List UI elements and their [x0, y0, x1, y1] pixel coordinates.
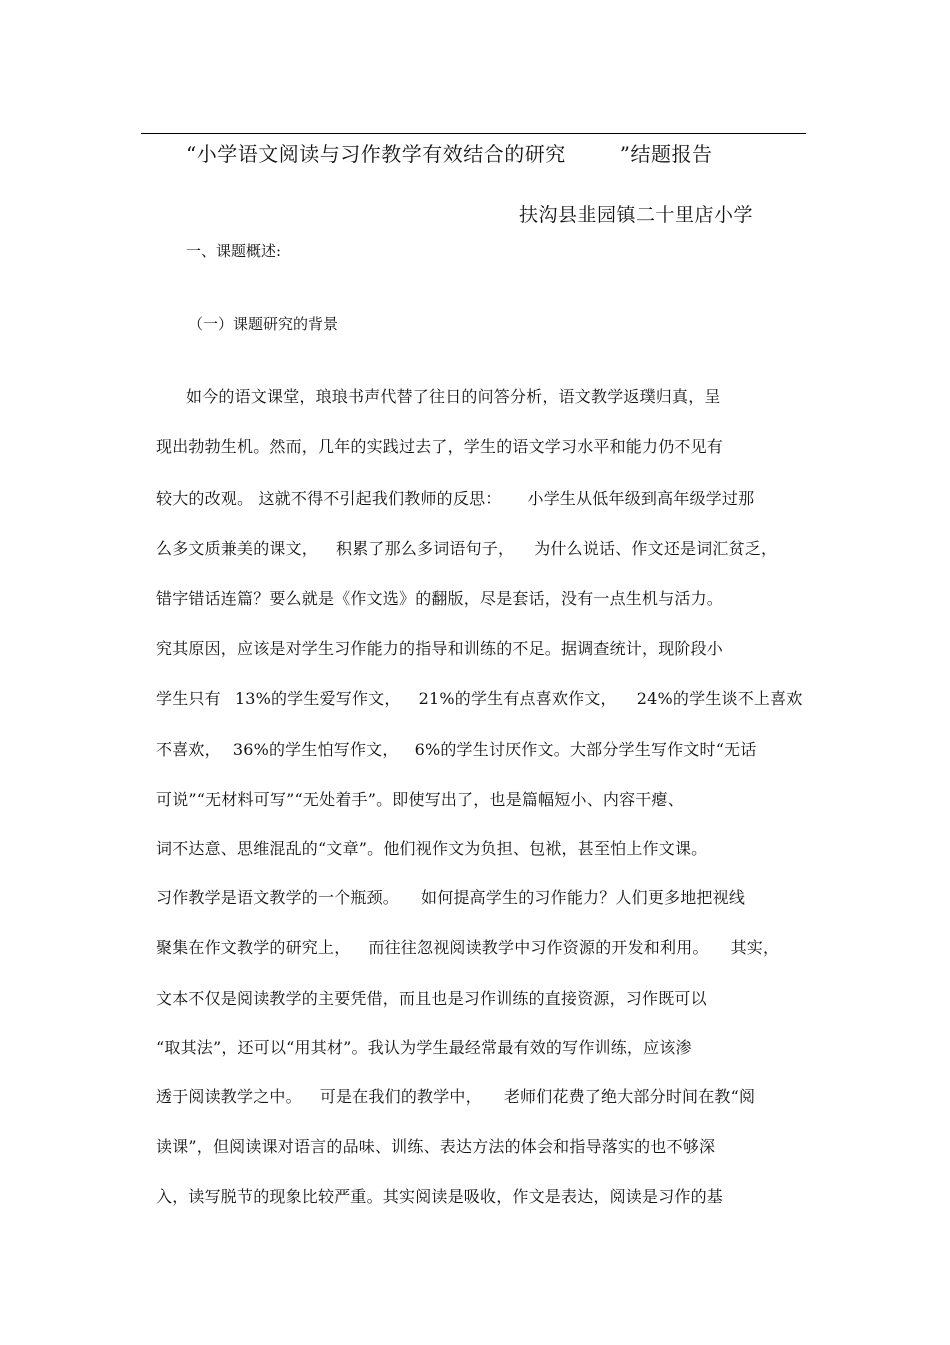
line-segment: 小学生从低年级到高年级学过那	[527, 489, 755, 508]
line-segment: 透于阅读教学之中。	[156, 1087, 302, 1106]
paragraph-line: 如今的语文课堂，琅琅书声代替了往日的问答分析，语文教学返璞归真，呈	[186, 387, 721, 406]
line-segment: 积累了那么多词语句子，	[336, 539, 515, 558]
header-rule	[141, 133, 806, 134]
line-segment: 学生只有	[156, 689, 221, 708]
line-segment: 么多文质兼美的课文，	[156, 539, 319, 558]
line-segment: 36%的学生怕写作文，	[232, 740, 399, 759]
paragraph-line: 读课”，但阅读课对语言的品味、训练、表达方法的体会和指导落实的也不够深	[156, 1137, 716, 1156]
paragraph-line	[156, 1084, 755, 1107]
title-close: ”结题报告	[619, 142, 713, 166]
paragraph-line: 错字错话连篇？要么就是《作文选》的翻版，尽是套话，没有一点生机与活力。	[156, 589, 724, 608]
paragraph-line: 入，读写脱节的现象比较严重。其实阅读是吸收，作文是表达，阅读是习作的基	[156, 1187, 724, 1206]
title-main: “小学语文阅读与习作教学有效结合的研究	[186, 142, 566, 166]
line-segment: 习作教学是语文教学的一个瓶颈。	[156, 888, 400, 907]
paragraph-line: 现出勃勃生机。然而，几年的实践过去了，学生的语文学习水平和能力仍不见有	[156, 437, 724, 456]
paragraph-line	[156, 686, 803, 709]
report-title	[186, 138, 712, 167]
section-heading-overview: 一、课题概述:	[186, 242, 282, 260]
line-segment: 不喜欢，	[156, 740, 221, 759]
line-segment: 聚集在作文教学的研究上，	[156, 938, 351, 957]
line-segment: 13%的学生爱写作文，	[234, 689, 401, 708]
paragraph-line	[156, 935, 779, 958]
paragraph-line: 可说”“无材料可写”“无处着手”。即使写出了，也是篇幅短小、内容干瘪、	[156, 790, 684, 809]
line-segment: 如何提高学生的习作能力？人们更多地把视线	[421, 888, 746, 907]
paragraph-line	[156, 885, 745, 908]
line-segment: 为什么说话、作文还是词汇贫乏，	[534, 539, 778, 558]
line-segment: 较大的改观。 这就不得不引起我们教师的反思：	[156, 489, 502, 508]
paragraph-line: 文本不仅是阅读教学的主要凭借，而且也是习作训练的直接资源，习作既可以	[156, 989, 707, 1008]
paragraph-line	[156, 486, 754, 509]
line-segment: 6%的学生讨厌作文。大部分学生写作文时“无话	[414, 740, 757, 759]
paragraph-line: 词不达意、思维混乱的“文章”。他们视作文为负担、包袱，甚至怕上作文课。	[156, 839, 708, 858]
subsection-heading-background: （一）课题研究的背景	[188, 315, 339, 333]
paragraph-line	[156, 536, 777, 559]
line-segment: 其实，	[730, 938, 780, 957]
line-segment: 24%的学生谈不上喜欢	[636, 689, 803, 708]
paragraph-line	[156, 737, 757, 760]
line-segment: 而往往忽视阅读教学中习作资源的开发和利用。	[368, 938, 709, 957]
line-segment: 可是在我们的教学中，	[319, 1087, 482, 1106]
paragraph-line: “取其法”，还可以“用其材”。我认为学生最经常最有效的写作训练，应该渗	[156, 1038, 692, 1057]
line-segment: 老师们花费了绝大部分时间在教“阅	[503, 1087, 756, 1106]
school-name: 扶沟县韭园镇二十里店小学	[519, 204, 754, 226]
paragraph-line: 究其原因，应该是对学生习作能力的指导和训练的不足。据调查统计，现阶段小	[156, 639, 724, 658]
line-segment: 21%的学生有点喜欢作文，	[418, 689, 617, 708]
